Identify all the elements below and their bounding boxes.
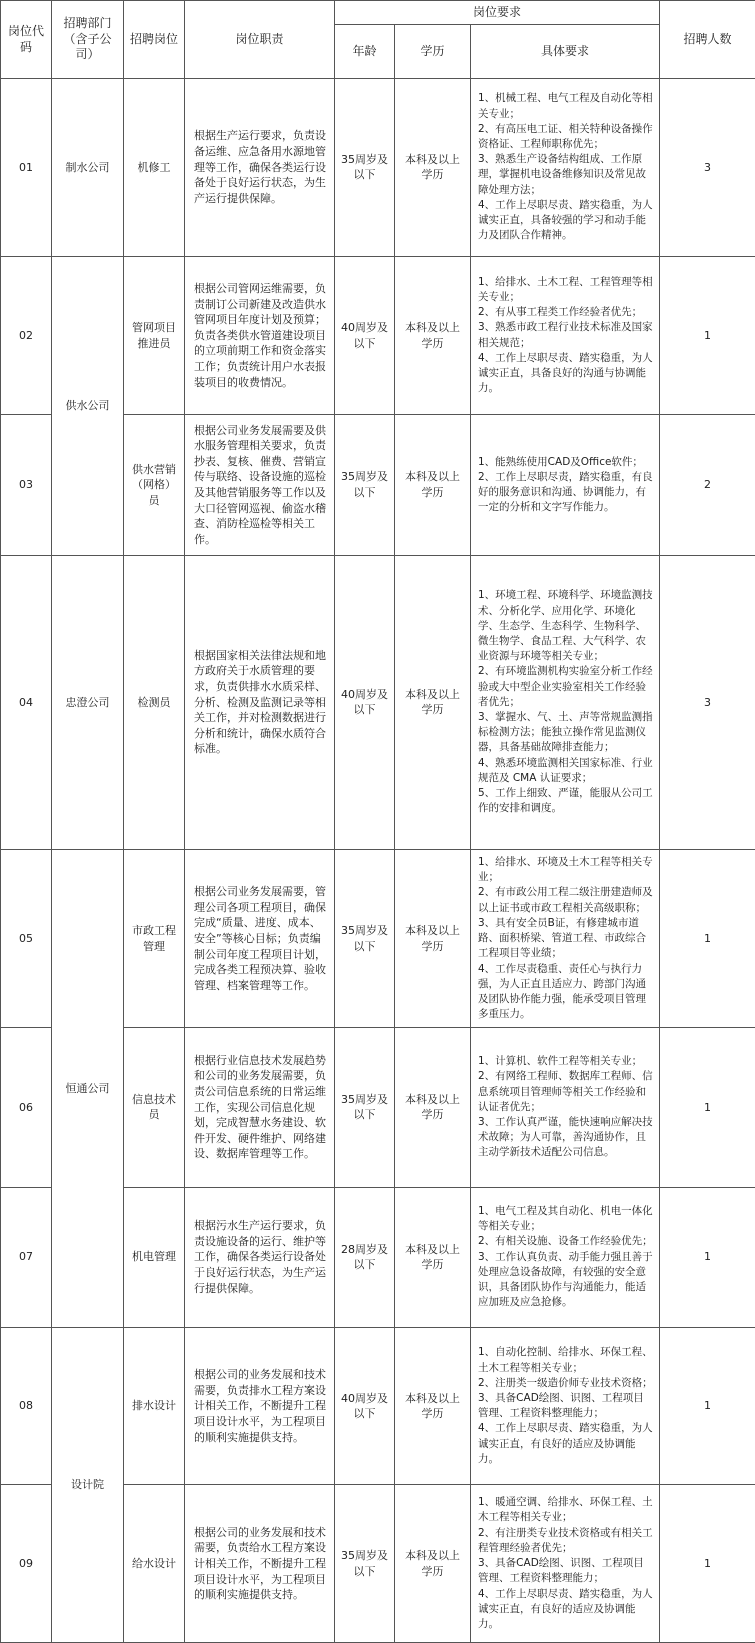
row-age: 35周岁及以下 bbox=[335, 850, 395, 1028]
requirement-item: 3、具备CAD绘图、识图、工程项目管理、工程资料整理能力； bbox=[478, 1391, 644, 1420]
row-duty: 根据公司管网运维需要，负责制订公司新建及改造供水管网项目年度计划及预算；负责各类供水管道建设项目的立项前期工作和资金落实工作；负责统计用户水表报装项目的收费情况。 bbox=[185, 256, 335, 415]
row-code: 09 bbox=[1, 1485, 52, 1643]
requirement-item: 4、工作上尽职尽责、踏实稳重，为人诚实正直，具备良好的沟通与协调能力。 bbox=[478, 351, 653, 395]
row-count: 3 bbox=[660, 79, 755, 257]
row-requirements bbox=[471, 555, 660, 850]
header-dept: 招聘部门（含子公司） bbox=[52, 1, 124, 79]
row-count: 1 bbox=[660, 1327, 755, 1485]
requirement-item: 3、工作认真严谨，能快速响应解决技术故障；为人可靠，善沟通协作，且主动学新技术适配公司信息。 bbox=[478, 1116, 653, 1159]
row-code: 06 bbox=[1, 1028, 52, 1188]
requirement-item: 1、机械工程、电气工程及自动化等相关专业； bbox=[478, 92, 653, 120]
row-requirements bbox=[471, 1028, 660, 1188]
row-duty: 根据生产运行要求，负责设备运维、应急备用水源地管理等工作，确保各类运行设备处于良好运行状态，为生产运行提供保障。 bbox=[185, 79, 335, 257]
requirement-item: 3、工作认真负责、动手能力强且善于处理应急设备故障，有较强的安全意识，具备团队协作与沟通能力，能适应加班及应急抢修。 bbox=[478, 1250, 653, 1309]
row-education: 本科及以上学历 bbox=[395, 1028, 471, 1188]
requirement-item: 3、熟悉生产设备结构组成、工作原理，掌握机电设备维修知识及常见故障处理方法； bbox=[478, 153, 646, 196]
row-age: 35周岁及以下 bbox=[335, 79, 395, 257]
row-position: 机修工 bbox=[124, 79, 185, 257]
row-code: 04 bbox=[1, 555, 52, 850]
header-position: 招聘岗位 bbox=[124, 1, 185, 79]
requirement-item: 2、工作上尽职尽责，踏实稳重，有良好的服务意识和沟通、协调能力，有一定的分析和文字写作能力。 bbox=[478, 470, 653, 514]
requirement-item: 2、有环境监测机构实验室分析工作经验或大中型企业实验室相关工作经验者优先； bbox=[478, 665, 653, 708]
requirement-item: 1、暖通空调、给排水、环保工程、土木工程等相关专业； bbox=[478, 1496, 653, 1524]
table-row bbox=[1, 1327, 755, 1485]
requirement-item: 2、有网络工程师、数据库工程师、信息系统项目管理师等相关工作经验和认证者优先； bbox=[478, 1070, 653, 1113]
row-duty: 根据公司业务发展需要及供水服务管理相关要求，负责抄表、复核、催费、营销宣传与联络、设备设施的巡检及其他营销服务等工作以及大口径管网巡视、偷盗水稽查、消防栓巡检等相关工作。 bbox=[185, 415, 335, 555]
header-count: 招聘人数 bbox=[660, 1, 755, 79]
row-position: 供水营销（网格）员 bbox=[124, 415, 185, 555]
row-age: 35周岁及以下 bbox=[335, 1028, 395, 1188]
row-age: 40周岁及以下 bbox=[335, 555, 395, 850]
row-duty: 根据公司业务发展需要，管理公司各项工程项目，确保完成“质量、进度、成本、安全”等核心目标；负责编制公司年度工程项目计划，完成各类工程预决算、验收管理、档案管理等工作。 bbox=[185, 850, 335, 1028]
row-count: 1 bbox=[660, 1028, 755, 1188]
row-education: 本科及以上学历 bbox=[395, 79, 471, 257]
row-education: 本科及以上学历 bbox=[395, 1485, 471, 1643]
row-position: 市政工程管理 bbox=[124, 850, 185, 1028]
header-code: 岗位代码 bbox=[1, 1, 52, 79]
requirement-item: 2、有注册类专业技术资格或有相关工程管理经验者优先； bbox=[478, 1526, 653, 1554]
row-requirements bbox=[471, 1327, 660, 1485]
row-age: 35周岁及以下 bbox=[335, 1485, 395, 1643]
header-age: 年龄 bbox=[335, 25, 395, 79]
dept-cell: 制水公司 bbox=[52, 79, 124, 257]
row-requirements bbox=[471, 1187, 660, 1327]
requirement-item: 2、有市政公用工程二级注册建造师及以上证书或市政工程相关高级职称； bbox=[478, 886, 653, 914]
row-duty: 根据公司的业务发展和技术需要，负责给水工程方案设计相关工作，不断提升工程项目设计水平，为工程项目的顺利实施提供支持。 bbox=[185, 1485, 335, 1643]
requirement-item: 1、自动化控制、给排水、环保工程、土木工程等相关专业； bbox=[478, 1346, 653, 1374]
requirement-item: 4、工作上尽职尽责、踏实稳重，为人诚实正直，有良好的适应及协调能力。 bbox=[478, 1587, 653, 1630]
header-education: 学历 bbox=[395, 25, 471, 79]
dept-cell: 供水公司 bbox=[52, 256, 124, 555]
row-requirements bbox=[471, 850, 660, 1028]
row-education: 本科及以上学历 bbox=[395, 1327, 471, 1485]
row-age: 40周岁及以下 bbox=[335, 1327, 395, 1485]
table-row bbox=[1, 79, 755, 257]
row-education: 本科及以上学历 bbox=[395, 850, 471, 1028]
requirement-item: 4、工作上尽职尽责、踏实稳重，为人诚实正直，有良好的适应及协调能力。 bbox=[478, 1422, 653, 1465]
dept-cell: 设计院 bbox=[52, 1327, 124, 1642]
requirement-item: 1、能熟练使用CAD及Office软件； bbox=[478, 455, 643, 468]
requirement-item: 5、工作上细致、严谨，能服从公司工作的安排和调度。 bbox=[478, 787, 653, 815]
row-education: 本科及以上学历 bbox=[395, 415, 471, 555]
requirement-item: 1、计算机、软件工程等相关专业； bbox=[478, 1055, 643, 1068]
dept-cell: 忠澄公司 bbox=[52, 555, 124, 850]
row-position: 机电管理 bbox=[124, 1187, 185, 1327]
row-duty: 根据污水生产运行要求，负责设施设备的运行、维护等工作，确保各类运行设备处于良好运行状态，为生产运行提供保障。 bbox=[185, 1187, 335, 1327]
row-code: 08 bbox=[1, 1327, 52, 1485]
row-requirements bbox=[471, 415, 660, 555]
requirement-item: 3、掌握水、气、土、声等常规监测指标检测方法；能独立操作常见监测仪器，具备基础故障排查能力； bbox=[478, 711, 653, 754]
requirement-item: 3、具备CAD绘图、识图、工程项目管理、工程资料整理能力； bbox=[478, 1557, 644, 1585]
row-count: 3 bbox=[660, 555, 755, 850]
row-count: 1 bbox=[660, 1485, 755, 1643]
row-code: 01 bbox=[1, 79, 52, 257]
row-count: 2 bbox=[660, 415, 755, 555]
row-duty: 根据公司的业务发展和技术需要，负责排水工程方案设计相关工作，不断提升工程项目设计水平，为工程项目的顺利实施提供支持。 bbox=[185, 1327, 335, 1485]
table-row bbox=[1, 850, 755, 1028]
row-position: 信息技术员 bbox=[124, 1028, 185, 1188]
row-position: 检测员 bbox=[124, 555, 185, 850]
header-requirements-group: 岗位要求 bbox=[335, 1, 660, 25]
row-age: 40周岁及以下 bbox=[335, 256, 395, 415]
row-education: 本科及以上学历 bbox=[395, 1187, 471, 1327]
table-row bbox=[1, 555, 755, 850]
row-code: 02 bbox=[1, 256, 52, 415]
row-count: 1 bbox=[660, 256, 755, 415]
row-position: 排水设计 bbox=[124, 1327, 185, 1485]
requirement-item: 2、有从事工程类工作经验者优先； bbox=[478, 306, 643, 319]
row-count: 1 bbox=[660, 850, 755, 1028]
requirement-item: 1、环境工程、环境科学、环境监测技术、分析化学、应用化学、环境化学、生态学、生态科学、生物科学、微生物学、食品工程、大气科学、农业资源与环境等相关专业； bbox=[478, 589, 653, 663]
requirement-item: 4、工作上尽职尽责、踏实稳重，为人诚实正直，具备较强的学习和动手能力及团队合作精神。 bbox=[478, 198, 653, 242]
requirement-item: 3、具有安全员B证，有修建城市道路、面积桥梁、管道工程、市政综合工程项目等业绩； bbox=[478, 916, 646, 960]
requirement-item: 4、熟悉环境监测相关国家标准、行业规范及 CMA 认证要求； bbox=[478, 756, 653, 784]
row-requirements bbox=[471, 1485, 660, 1643]
row-duty: 根据国家相关法律法规和地方政府关于水质管理的要求，负责供排水水质采样、分析、检测及监测记录等相关工作，并对检测数据进行分析和统计，确保水质符合标准。 bbox=[185, 555, 335, 850]
requirement-item: 1、电气工程及其自动化、机电一体化等相关专业； bbox=[478, 1205, 653, 1233]
row-count: 1 bbox=[660, 1187, 755, 1327]
header-specific: 具体要求 bbox=[471, 25, 660, 79]
requirement-item: 3、熟悉市政工程行业技术标准及国家相关规范； bbox=[478, 321, 653, 349]
row-age: 28周岁及以下 bbox=[335, 1187, 395, 1327]
row-code: 07 bbox=[1, 1187, 52, 1327]
row-education: 本科及以上学历 bbox=[395, 256, 471, 415]
requirement-item: 2、有相关设施、设备工作经验优先； bbox=[478, 1235, 653, 1248]
row-requirements bbox=[471, 79, 660, 257]
requirement-item: 4、工作尽责稳重、责任心与执行力强，为人正直且适应力、跨部门沟通及团队协作能力强，能承受项目管理多重压力。 bbox=[478, 962, 646, 1021]
row-position: 管网项目推进员 bbox=[124, 256, 185, 415]
header-duty: 岗位职责 bbox=[185, 1, 335, 79]
row-duty: 根据行业信息技术发展趋势和公司的业务发展需要，负责公司信息系统的日常运维工作，实现公司信息化规划，完成智慧水务建设、软件开发、硬件维护、网络建设、数据库管理等工作。 bbox=[185, 1028, 335, 1188]
row-code: 03 bbox=[1, 415, 52, 555]
requirement-item: 2、有高压电工证、相关特种设备操作资格证、工程师职称优先； bbox=[478, 122, 653, 150]
row-age: 35周岁及以下 bbox=[335, 415, 395, 555]
dept-cell: 恒通公司 bbox=[52, 850, 124, 1328]
requirement-item: 2、注册类一级造价师专业技术资格； bbox=[478, 1376, 653, 1389]
requirement-item: 1、给排水、土木工程、工程管理等相关专业； bbox=[478, 275, 653, 303]
requirement-item: 1、给排水、环境及土木工程等相关专业； bbox=[478, 856, 653, 884]
row-requirements bbox=[471, 256, 660, 415]
table-row bbox=[1, 256, 755, 415]
row-code: 05 bbox=[1, 850, 52, 1028]
row-position: 给水设计 bbox=[124, 1485, 185, 1643]
row-education: 本科及以上学历 bbox=[395, 555, 471, 850]
